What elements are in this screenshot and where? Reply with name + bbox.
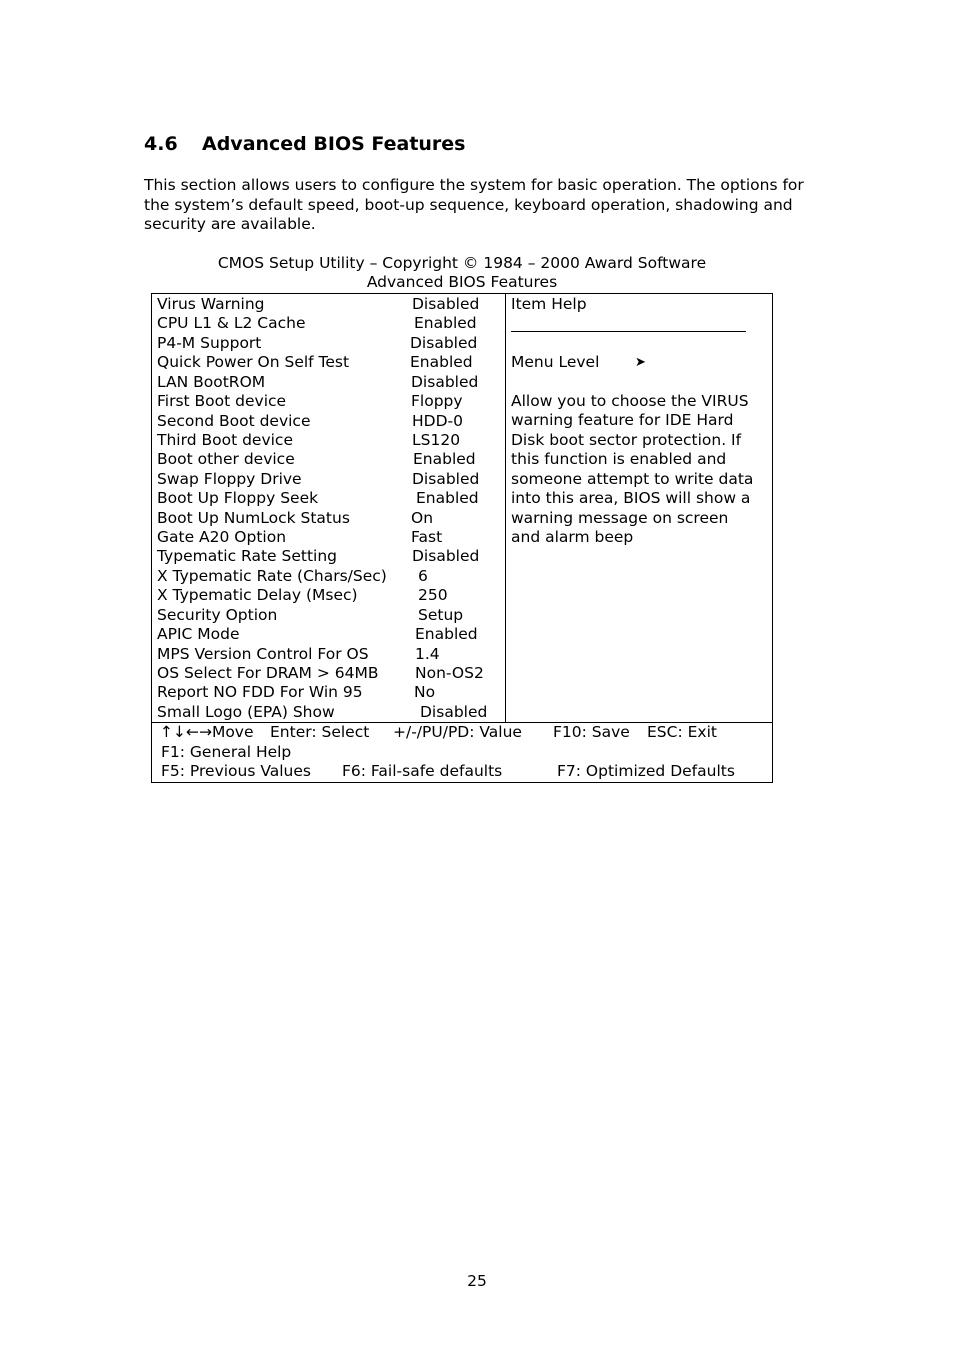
setting-label: Boot Up NumLock Status <box>157 508 350 527</box>
item-help-line: this function is enabled and <box>511 450 727 469</box>
key-general-help: F1: General Help <box>161 742 292 761</box>
setting-label: CPU L1 & L2 Cache <box>157 314 306 333</box>
setting-row[interactable] <box>157 625 502 644</box>
setting-label: Boot other device <box>157 450 295 469</box>
setting-value[interactable]: 1.4 <box>415 644 440 663</box>
setting-value[interactable]: On <box>411 508 434 527</box>
setting-label: Quick Power On Self Test <box>157 353 350 372</box>
setting-value[interactable]: Setup <box>418 605 464 624</box>
setting-row[interactable] <box>157 314 502 333</box>
setting-row[interactable] <box>157 664 502 683</box>
setting-label: Second Boot device <box>157 411 311 430</box>
setting-value[interactable]: Disabled <box>410 333 478 352</box>
setting-label: LAN BootROM <box>157 372 266 391</box>
setting-label: Security Option <box>157 605 278 624</box>
setting-label: Swap Floppy Drive <box>157 469 302 488</box>
setting-row[interactable] <box>157 528 502 547</box>
setting-value[interactable]: Enabled <box>415 625 478 644</box>
setting-row[interactable] <box>157 683 502 702</box>
item-help-line: Disk boot sector protection. If <box>511 430 742 449</box>
item-help-line: someone attempt to write data <box>511 469 754 488</box>
setting-row[interactable] <box>157 586 502 605</box>
setting-row[interactable] <box>157 509 502 528</box>
setting-value[interactable]: Disabled <box>412 295 480 313</box>
setting-row[interactable] <box>157 470 502 489</box>
item-help-title: Item Help <box>511 295 587 313</box>
setting-row[interactable] <box>157 295 502 314</box>
setting-row[interactable] <box>157 373 502 392</box>
setting-label: Boot Up Floppy Seek <box>157 489 319 508</box>
item-help-panel <box>511 295 769 314</box>
setting-value[interactable]: Disabled <box>412 469 480 488</box>
setting-label: OS Select For DRAM > 64MB <box>157 664 379 683</box>
item-help-line: and alarm beep <box>511 527 634 546</box>
setting-value[interactable]: LS120 <box>412 430 461 449</box>
setting-label: Third Boot device <box>157 430 293 449</box>
key-save: F10: Save <box>553 723 630 741</box>
setting-label: Gate A20 Option <box>157 528 287 547</box>
setting-value[interactable]: Enabled <box>416 489 479 508</box>
key-optimized-defaults: F7: Optimized Defaults <box>557 762 735 780</box>
setting-value[interactable]: 250 <box>418 586 448 605</box>
section-number: 4.6 <box>144 133 178 155</box>
setting-row[interactable] <box>157 489 502 508</box>
setting-value[interactable]: Enabled <box>410 353 473 372</box>
setting-row[interactable] <box>157 392 502 411</box>
section-intro: This section allows users to configure the system for basic operation. The options for the system’s default speed, boot-up sequence, keyboard operation, shadowing and security are available. <box>144 176 804 233</box>
page-number: 25 <box>467 1272 487 1290</box>
setting-row[interactable] <box>157 547 502 566</box>
item-help-rule <box>511 331 746 332</box>
setting-value[interactable]: Floppy <box>411 392 463 411</box>
setting-value[interactable]: Disabled <box>411 372 479 391</box>
setting-label: Virus Warning <box>157 295 265 313</box>
setting-value[interactable]: Non-OS2 <box>415 664 484 683</box>
bios-caption-copyright: CMOS Setup Utility – Copyright © 1984 – 2000 Award Software <box>217 254 707 272</box>
setting-row[interactable] <box>157 353 502 372</box>
setting-label: First Boot device <box>157 392 287 411</box>
setting-value[interactable]: Enabled <box>413 450 476 469</box>
setting-value[interactable]: Fast <box>411 528 443 547</box>
settings-list <box>157 295 502 722</box>
bios-key-legend <box>160 723 770 782</box>
setting-row[interactable] <box>157 431 502 450</box>
item-help-line: Allow you to choose the VIRUS <box>511 392 749 410</box>
setting-row[interactable] <box>157 703 502 722</box>
setting-row[interactable] <box>157 645 502 664</box>
bios-screen <box>151 293 773 783</box>
setting-label: X Typematic Delay (Msec) <box>157 586 358 605</box>
setting-label: Typematic Rate Setting <box>157 547 337 566</box>
setting-row[interactable] <box>157 412 502 431</box>
menu-level-label: Menu Level <box>511 353 600 371</box>
item-help-text <box>511 392 771 547</box>
bios-caption-title: Advanced BIOS Features <box>366 273 558 291</box>
setting-label: Small Logo (EPA) Show <box>157 702 335 721</box>
setting-label: Report NO FDD For Win 95 <box>157 683 363 702</box>
setting-row[interactable] <box>157 450 502 469</box>
setting-label: P4-M Support <box>157 333 262 352</box>
section-heading <box>144 133 466 155</box>
setting-value[interactable]: Disabled <box>420 702 488 721</box>
key-failsafe-defaults: F6: Fail-safe defaults <box>342 762 503 780</box>
key-value: +/-/PU/PD: Value <box>393 723 522 741</box>
setting-label: APIC Mode <box>157 625 240 644</box>
setting-value[interactable]: HDD-0 <box>412 411 463 430</box>
key-move: ↑↓←→Move <box>160 723 254 741</box>
setting-value[interactable]: Disabled <box>412 547 480 566</box>
setting-label: X Typematic Rate (Chars/Sec) <box>157 566 387 585</box>
column-divider <box>505 294 506 722</box>
section-title: Advanced BIOS Features <box>202 133 466 155</box>
setting-value[interactable]: 6 <box>418 566 428 585</box>
key-enter: Enter: Select <box>270 723 370 741</box>
setting-value[interactable]: No <box>414 683 436 702</box>
setting-row[interactable] <box>157 334 502 353</box>
setting-row[interactable] <box>157 606 502 625</box>
item-help-line: warning feature for IDE Hard <box>511 411 734 430</box>
setting-row[interactable] <box>157 567 502 586</box>
key-exit: ESC: Exit <box>647 723 717 741</box>
item-help-line: warning message on screen <box>511 508 729 527</box>
arrowhead-right-icon: ➤ <box>635 355 646 370</box>
item-help-line: into this area, BIOS will show a <box>511 489 751 508</box>
setting-value[interactable]: Enabled <box>414 314 477 333</box>
setting-label: MPS Version Control For OS <box>157 644 369 663</box>
key-previous-values: F5: Previous Values <box>161 762 311 780</box>
